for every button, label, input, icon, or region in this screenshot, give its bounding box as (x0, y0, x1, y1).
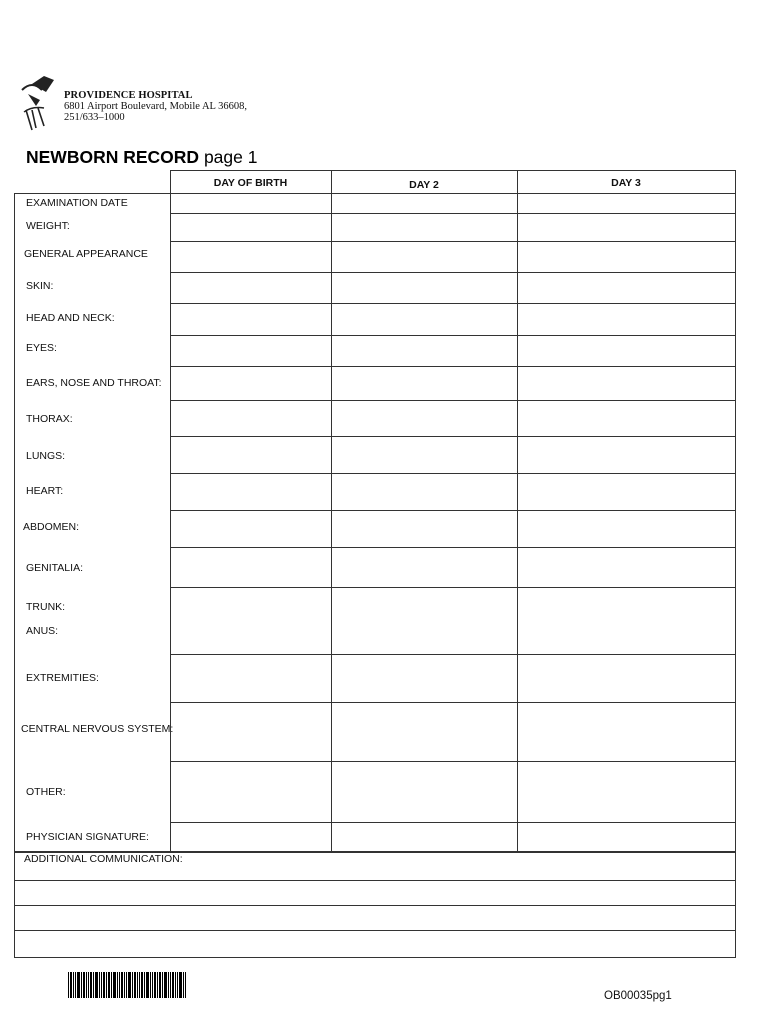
additional-line-1 (14, 880, 736, 881)
hospital-logo (18, 74, 62, 132)
row-label-examination-date: EXAMINATION DATE (26, 197, 128, 209)
row-label-skin: SKIN: (26, 280, 54, 292)
row-sep (170, 366, 736, 367)
row-sep (170, 822, 736, 823)
additional-line-3 (14, 930, 736, 931)
row-label-trunk: TRUNK: (26, 601, 66, 613)
row-label-lungs: LUNGS: (26, 450, 66, 462)
row-label-heart: HEART: (26, 485, 64, 497)
row-label-head-and-neck: HEAD AND NECK: (26, 312, 115, 324)
frame-top (170, 170, 736, 171)
row-sep (170, 213, 736, 214)
row-label-weight: WEIGHT: (26, 220, 70, 232)
row-label-thorax: THORAX: (26, 413, 73, 425)
hospital-phone: 251/633–1000 (64, 112, 125, 123)
frame-header-bottom (14, 193, 736, 194)
col-header-day-of-birth: DAY OF BIRTH (213, 177, 288, 189)
row-label-genitalia: GENITALIA: (26, 562, 83, 574)
form-code: OB00035pg1 (604, 990, 672, 1002)
title-main: NEWBORN RECORD (26, 147, 200, 167)
row-sep (170, 272, 736, 273)
row-sep (170, 436, 736, 437)
row-sep (170, 510, 736, 511)
row-sep (170, 335, 736, 336)
col-header-day-3: DAY 3 (611, 177, 641, 189)
row-sep (170, 547, 736, 548)
additional-line-2 (14, 905, 736, 906)
col-header-day-2: DAY 2 (409, 179, 439, 191)
hospital-header (64, 90, 247, 123)
frame-bottom (14, 957, 736, 958)
row-sep (170, 654, 736, 655)
row-sep (170, 702, 736, 703)
row-label-central-nervous-system: CENTRAL NERVOUS SYSTEM: (21, 723, 174, 735)
frame-right (735, 170, 736, 958)
newborn-record-form (14, 170, 736, 958)
hospital-name: PROVIDENCE HOSPITAL (64, 90, 193, 101)
row-label-ears-nose-throat: EARS, NOSE AND THROAT: (26, 377, 162, 389)
row-sep (170, 241, 736, 242)
frame-left (14, 193, 15, 958)
row-sep (170, 303, 736, 304)
row-sep (170, 761, 736, 762)
barcode (68, 972, 186, 998)
row-sep (170, 587, 736, 588)
row-sep (170, 473, 736, 474)
additional-communication-label: ADDITIONAL COMMUNICATION: (24, 853, 183, 865)
row-label-extremities: EXTREMITIES: (26, 672, 99, 684)
row-label-anus: ANUS: (26, 625, 59, 637)
page-title (26, 147, 257, 168)
row-label-other: OTHER: (26, 786, 66, 798)
row-label-general-appearance: GENERAL APPEARANCE (24, 248, 148, 260)
row-label-abdomen: ABDOMEN: (23, 521, 80, 533)
hospital-address: 6801 Airport Boulevard, Mobile AL 36608, (64, 101, 248, 112)
title-suffix: page 1 (203, 147, 258, 167)
row-label-eyes: EYES: (26, 342, 57, 354)
row-sep (170, 400, 736, 401)
row-label-physician-signature: PHYSICIAN SIGNATURE: (26, 831, 149, 843)
